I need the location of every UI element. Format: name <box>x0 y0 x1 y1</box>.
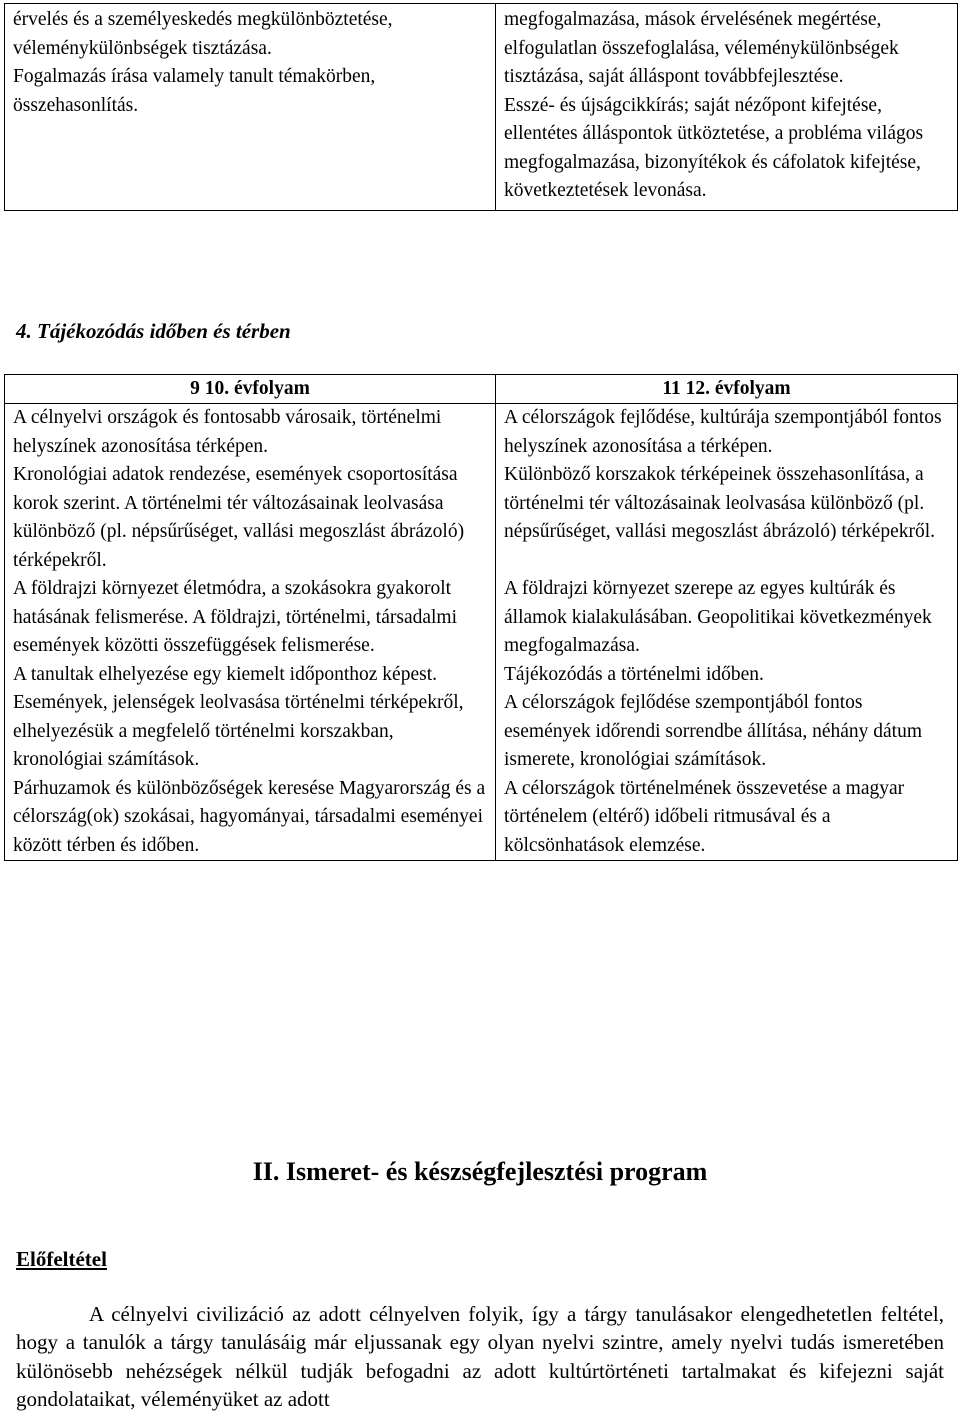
table-cell-left: A földrajzi környezet életmódra, a szokásokra gyakorolt hatásának felismerése. A földrajzi, történelmi, társadalmi események közötti összefüggések felismerése. <box>5 575 496 661</box>
cell-text: Fogalmazás írása valamely tanult témakörben, összehasonlítás. <box>13 66 376 116</box>
body-paragraph: A célnyelvi civilizáció az adott célnyelven folyik, így a tárgy tanulásakor elengedhetetlen feltétel, hogy a tanulók a tárgy tanulásáig már eljussanak egy olyan nyelvi szintre, amely nyelvi tudás ismeretében különösebb nehézségek nélkül tudják befogadni az adott kultúrtörténeti tartalmakat és kifejezni saját gondolataikat, véleményüket az adott <box>16 1302 944 1411</box>
table-header-row <box>5 375 958 404</box>
table-cell-left: Párhuzamok és különbözőségek keresése Magyarország és a célország(ok) szokásai, hagyományai, társadalmi eseményei között térben és időben. <box>5 775 496 861</box>
subheading-prerequisite: Előfeltétel <box>16 1247 107 1271</box>
table-row <box>5 461 958 575</box>
table-row <box>5 4 958 211</box>
column-header-grade-11-12: 11 12. évfolyam <box>496 375 958 404</box>
orientation-table <box>4 374 958 861</box>
cell-text: érvelés és a személyeskedés megkülönböztetése, véleménykülönbségek tisztázása. <box>13 9 393 59</box>
table-row <box>5 661 958 690</box>
table-cell-right: A célországok fejlődése, kultúrája szempontjából fontos helyszínek azonosítása a térképen. <box>496 404 958 462</box>
table-cell-left: A tanultak elhelyezése egy kiemelt időponthoz képest. <box>5 661 496 690</box>
table-row <box>5 775 958 861</box>
table-cell-right: A célországok történelmének összevetése a magyar történelem (eltérő) időbeli ritmusával és a kölcsönhatások elemzése. <box>496 775 958 861</box>
table-cell-right: A földrajzi környezet szerepe az egyes kultúrák és államok kialakulásában. Geopolitikai következmények megfogalmazása. <box>496 575 958 661</box>
table-row <box>5 689 958 775</box>
table-cell-left: Események, jelenségek leolvasása történelmi térképekről, elhelyezésük a megfelelő történelmi korszakban, kronológiai számítások. <box>5 689 496 775</box>
table-cell-right: A célországok fejlődése szempontjából fontos események időrendi sorrendbe állítása, néhány dátum ismerete, kronológiai számítások. <box>496 689 958 775</box>
table-cell-left: A célnyelvi országok és fontosabb városaik, történelmi helyszínek azonosítása térképen. <box>5 404 496 462</box>
cell-text: megfogalmazása, mások érvelésének megértése, elfogulatlan összefoglalása, véleménykülönbségek tisztázása, saját álláspont továbbfejlesztése. <box>504 9 899 87</box>
table-cell-right <box>496 4 958 211</box>
table-cell-right: Tájékozódás a történelmi időben. <box>496 661 958 690</box>
column-header-grade-9-10: 9 10. évfolyam <box>5 375 496 404</box>
table-cell-left <box>5 4 496 211</box>
table-row <box>5 404 958 462</box>
section-heading: 4. Tájékozódás időben és térben <box>16 319 291 343</box>
table-cell-left: Kronológiai adatok rendezése, események csoportosítása korok szerint. A történelmi tér változásainak leolvasása különböző (pl. népsűrűséget, vallási megoszlást ábrázoló) térképekről. <box>5 461 496 575</box>
objectives-table-continued <box>4 3 958 211</box>
cell-text: Esszé- és újságcikkírás; saját nézőpont kifejtése, ellentétes álláspontok ütköztetése, a probléma világos megfogalmazása, bizonyítékok és cáfolatok kifejtése, következtetések levonása. <box>504 94 924 201</box>
part-heading: II. Ismeret- és készségfejlesztési program <box>252 1157 708 1186</box>
table-row <box>5 575 958 661</box>
table-cell-right: Különböző korszakok térképeinek összehasonlítása, a történelmi tér változásainak leolvasása különböző (pl. népsűrűséget, vallási megoszlást ábrázoló) térképekről. <box>496 461 958 575</box>
